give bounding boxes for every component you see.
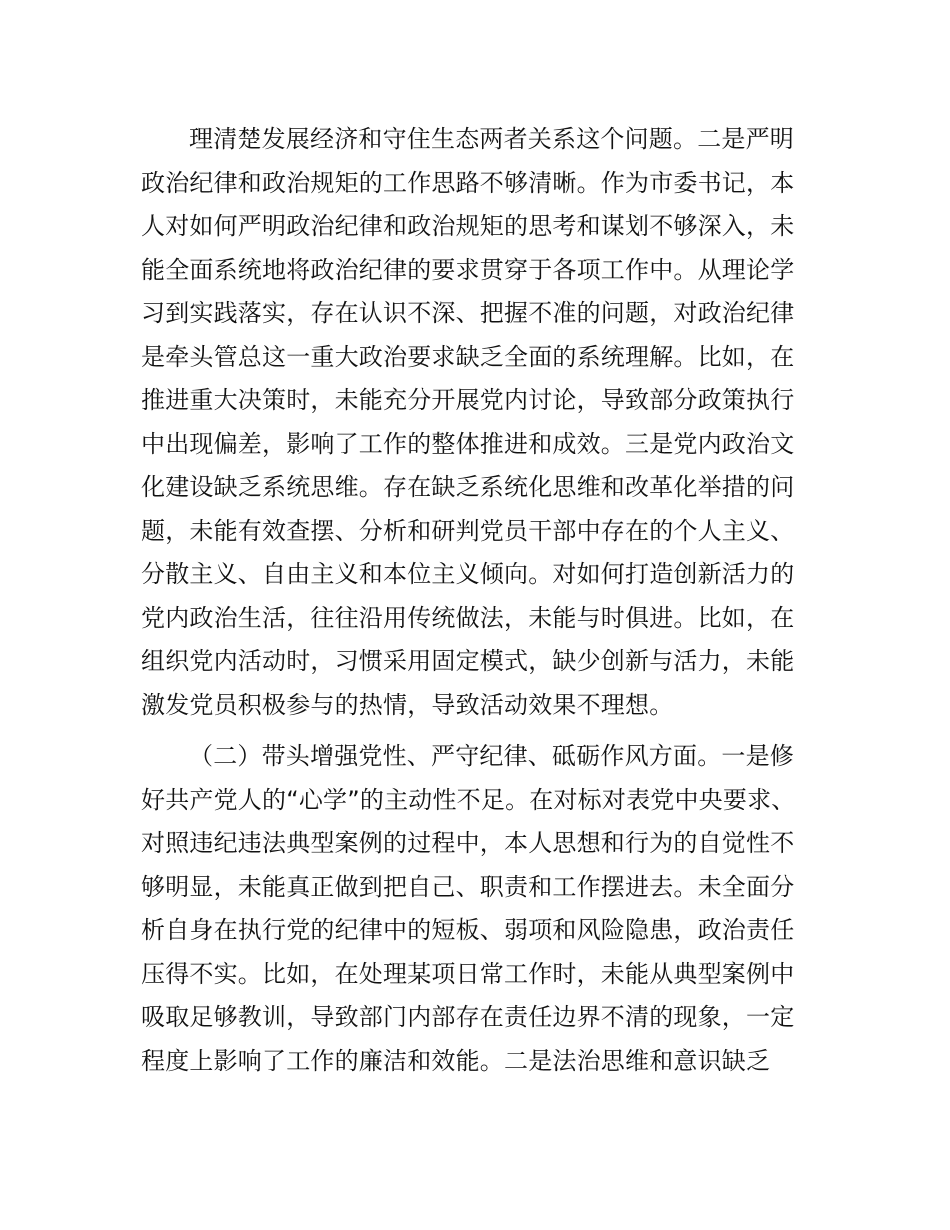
paragraph-line: 组织党内活动时，习惯采用固定模式，缺少创新与活力，未能 [141, 647, 795, 675]
paragraph-line: 习到实践落实，存在认识不深、把握不准的问题，对政治纪律 [141, 299, 795, 327]
paragraph-line: 分散主义、自由主义和本位主义倾向。对如何打造创新活力的 [141, 560, 795, 588]
paragraph-line: 好共产党人的“心学”的主动性不足。在对标对表党中央要求、 [141, 785, 796, 814]
paragraph-line: 中出现偏差，影响了工作的整体推进和成效。三是党内政治文 [141, 429, 795, 458]
paragraph-line: 党内政治生活，往往沿用传统做法，未能与时俱进。比如，在 [141, 603, 795, 632]
paragraph-line: 化建设缺乏系统思维。存在缺乏系统化思维和改革化举措的问 [141, 473, 795, 501]
paragraph-line: 析自身在执行党的纪律中的短板、弱项和风险隐患，政治责任 [141, 916, 795, 944]
paragraph-2 [141, 735, 821, 1083]
paragraph-line: 激发党员积极参与的热情，导致活动效果不理想。 [141, 690, 674, 719]
paragraph-line: 压得不实。比如，在处理某项日常工作时，未能从典型案例中 [141, 959, 795, 988]
paragraph-line: 够明显，未能真正做到把自己、职责和工作摆进去。未全面分 [141, 872, 795, 901]
paragraph-line: 能全面系统地将政治纪律的要求贯穿于各项工作中。从理论学 [141, 255, 795, 284]
paragraph-line: 理清楚发展经济和守住生态两者关系这个问题。二是严明 [189, 125, 794, 153]
paragraph-line: 是牵头管总这一重大政治要求缺乏全面的系统理解。比如，在 [141, 342, 795, 371]
document-body [141, 118, 821, 1083]
paragraph-line: 推进重大决策时，未能充分开展党内讨论，导致部分政策执行 [141, 386, 795, 414]
paragraph-line: 人对如何严明政治纪律和政治规矩的思考和谋划不够深入，未 [141, 212, 795, 240]
paragraph-line: 程度上影响了工作的廉洁和效能。二是法治思维和意识缺乏 [141, 1046, 771, 1075]
paragraph-line: （二）带头增强党性、严守纪律、砥砺作风方面。一是修 [189, 742, 794, 770]
paragraph-line: 吸取足够教训，导致部门内部存在责任边界不清的现象，一定 [141, 1003, 795, 1031]
paragraph-line: 对照违纪违法典型案例的过程中，本人思想和行为的自觉性不 [141, 829, 795, 857]
paragraph-1 [141, 118, 821, 727]
paragraph-line: 题，未能有效查摆、分析和研判党员干部中存在的个人主义、 [141, 516, 795, 545]
paragraph-line: 政治纪律和政治规矩的工作思路不够清晰。作为市委书记，本 [141, 168, 795, 197]
